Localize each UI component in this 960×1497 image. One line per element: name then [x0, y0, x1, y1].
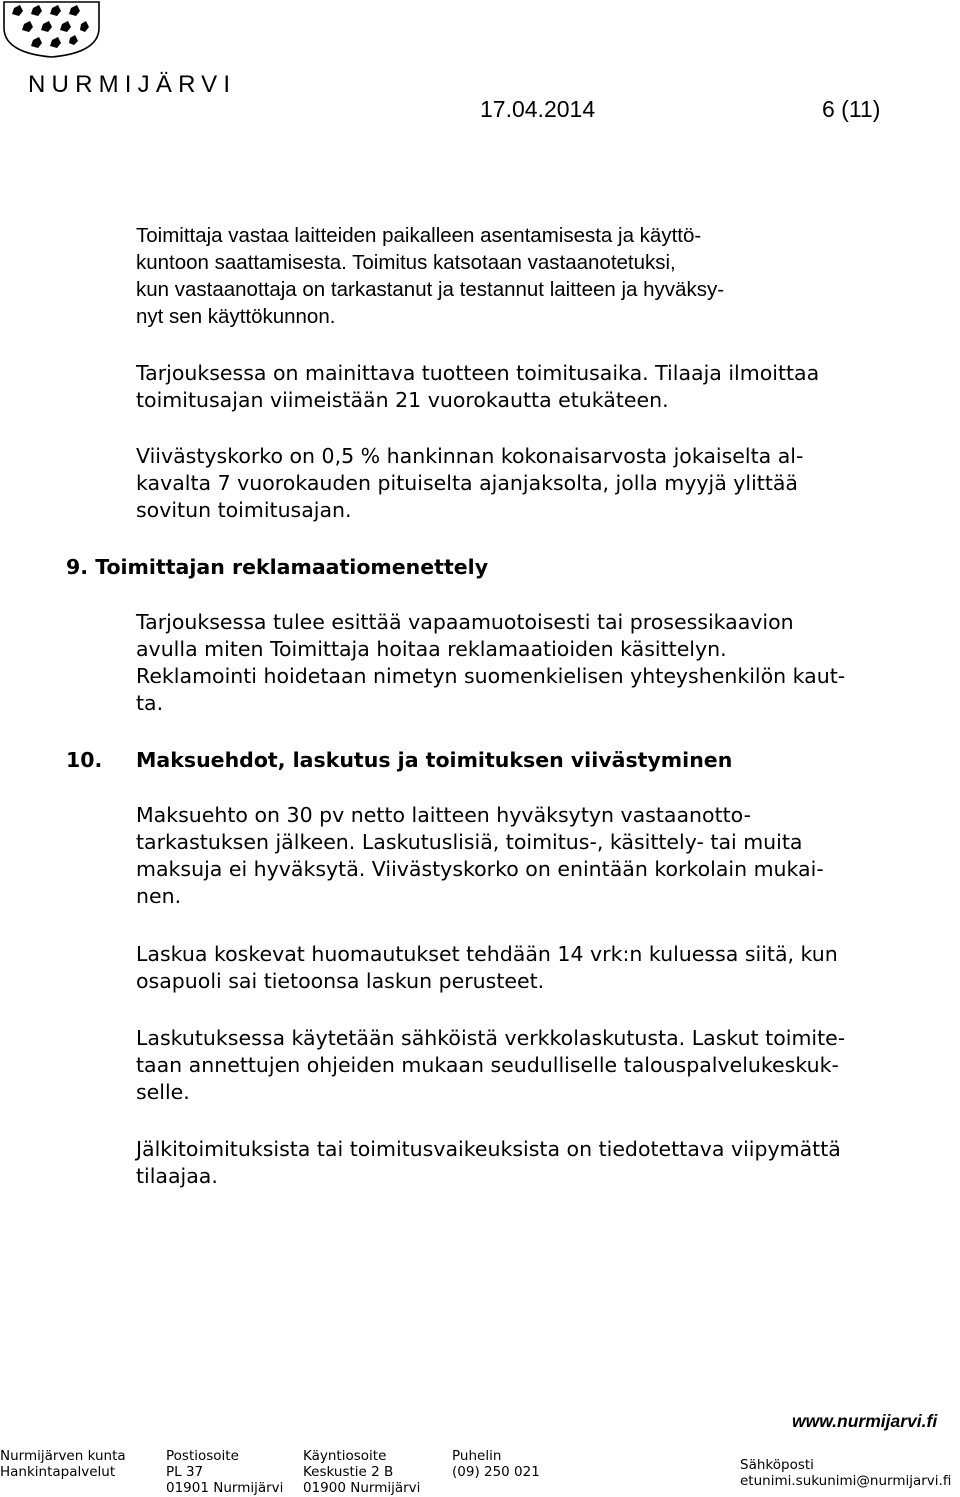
footer-visit-street: Keskustie 2 B — [303, 1464, 394, 1480]
footer-phone-number: (09) 250 021 — [452, 1464, 540, 1480]
section-10-follow-up: Jälkitoimituksista tai toimitusvaikeuksista on tiedotettava viipymättä tilaajaa. — [136, 1137, 841, 1188]
paragraph-late-interest: Viivästyskorko on 0,5 % hankinnan kokonaisarvosta jokaiselta al- kavalta 7 vuorokauden pituiselta ajanjaksolta, jolla myyjä ylittää sovitun toimitusajan. — [136, 444, 804, 522]
footer-email-label: Sähköposti — [740, 1457, 814, 1473]
section-10-number: 10. — [66, 748, 103, 772]
paragraph-delivery: Toimittaja vastaa laitteiden paikalleen asentamisesta ja käyttö- kuntoon saattamisesta. Toimitus katsotaan vastaanotetuksi, kun vastaanottaja on tarkastanut ja testannut laitteen ja hyväksy- nyt sen käyttökunnon. — [136, 224, 725, 328]
section-10-title: Maksuehdot, laskutus ja toimituksen viivästyminen — [136, 748, 733, 772]
section-10-payment-terms: Maksuehto on 30 pv netto laitteen hyväksytyn vastaanotto- tarkastuksen jälkeen. Laskutuslisiä, toimitus-, käsittely- tai muita maksuja ei hyväksytä. Viivästyskorko on enintään korkolain mukai- nen. — [136, 803, 824, 908]
footer-org-unit: Hankintapalvelut — [0, 1464, 116, 1480]
footer-postal-label: Postiosoite — [166, 1448, 239, 1464]
website-link[interactable]: www.nurmijarvi.fi — [792, 1411, 938, 1431]
paragraph-delivery-time: Tarjouksessa on mainittava tuotteen toimitusaika. Tilaaja ilmoittaa toimitusajan viimeistään 21 vuorokautta etukäteen. — [136, 361, 820, 412]
footer-org-name: Nurmijärven kunta — [0, 1448, 126, 1464]
footer-visit-code: 01900 Nurmijärvi — [303, 1480, 421, 1496]
footer-postal-code: 01901 Nurmijärvi — [166, 1480, 284, 1496]
footer-phone-label: Puhelin — [452, 1448, 502, 1464]
coat-of-arms-icon — [0, 0, 104, 58]
section-10-invoice-remarks: Laskua koskevat huomautukset tehdään 14 vrk:n kuluessa siitä, kun osapuoli sai tietoonsa laskun perusteet. — [136, 942, 838, 993]
footer-email-address[interactable]: etunimi.sukunimi@nurmijarvi.fi — [740, 1473, 952, 1489]
page-number: 6 (11) — [822, 96, 881, 122]
footer-visit-label: Käyntiosoite — [303, 1448, 387, 1464]
section-9-text: Tarjouksessa tulee esittää vapaamuotoisesti tai prosessikaavion avulla miten Toimittaja hoitaa reklamaatioiden käsittelyn. Reklamointi hoidetaan nimetyn suomenkielisen yhteyshenkilön kaut- ta. — [136, 610, 846, 715]
document-date: 17.04.2014 — [480, 96, 596, 122]
section-10-e-invoicing: Laskutuksessa käytetään sähköistä verkkolaskutusta. Laskut toimite- taan annettujen ohjeiden mukaan seudulliselle talouspalvelukeskuk- selle. — [136, 1026, 846, 1104]
footer-postal-box: PL 37 — [166, 1464, 204, 1480]
section-9-heading: 9. Toimittajan reklamaatiomenettely — [66, 555, 489, 579]
organization-logo-text: NURMIJÄRVI — [28, 71, 237, 98]
